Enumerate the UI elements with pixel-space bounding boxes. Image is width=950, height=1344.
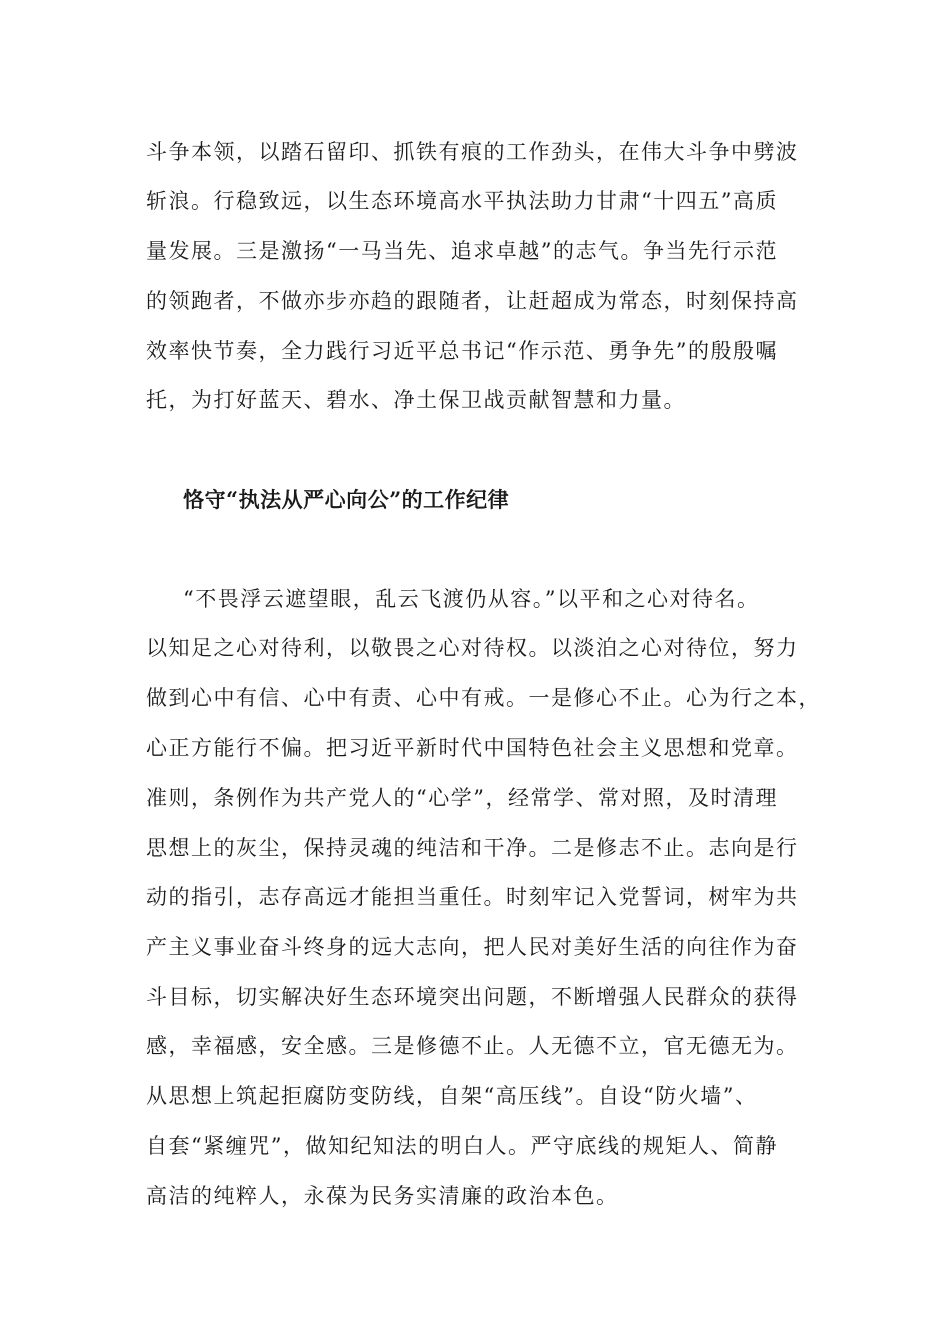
paragraph-line: 的领跑者，不做亦步亦趋的跟随者，让赶超成为常态，时刻保持高 — [146, 289, 799, 313]
paragraph-line: 做到心中有信、心中有责、心中有戒。一是修心不止。心为行之本， — [146, 686, 821, 710]
paragraph-line: 斩浪。行稳致远，以生态环境高水平执法助力甘肃“十四五”高质 — [146, 189, 778, 213]
paragraph-line: 思想上的灰尘，保持灵魂的纯洁和干净。二是修志不止。志向是行 — [146, 836, 799, 860]
paragraph-line: 斗争本领，以踏石留印、抓铁有痕的工作劲头，在伟大斗争中劈波 — [146, 140, 799, 164]
paragraph-line: 高洁的纯粹人，永葆为民务实清廉的政治本色。 — [146, 1184, 619, 1208]
paragraph-line: 心正方能行不偏。把习近平新时代中国特色社会主义思想和党章。 — [146, 736, 799, 760]
paragraph-line: 准则，条例作为共产党人的“心学”，经常学、常对照，及时清理 — [146, 786, 778, 810]
paragraph-line: 效率快节奏，全力践行习近平总书记“作示范、勇争先”的殷殷嘱 — [146, 339, 778, 363]
paragraph-line: 量发展。三是激扬“一马当先、追求卓越”的志气。争当先行示范 — [146, 239, 778, 263]
paragraph-line: 斗目标，切实解决好生态环境突出问题，不断增强人民群众的获得 — [146, 985, 799, 1009]
paragraph-line: 产主义事业奋斗终身的远大志向，把人民对美好生活的向往作为奋 — [146, 935, 799, 959]
paragraph-line: 感，幸福感，安全感。三是修德不止。人无德不立，官无德无为。 — [146, 1034, 799, 1058]
paragraph-line: “不畏浮云遮望眼，乱云飞渡仍从容。”以平和之心对待名。 — [183, 587, 760, 611]
paragraph-line: 动的指引，志存高远才能担当重任。时刻牢记入党誓词，树牢为共 — [146, 885, 799, 909]
paragraph-line: 以知足之心对待利，以敬畏之心对待权。以淡泊之心对待位，努力 — [146, 636, 799, 660]
paragraph-line: 自套“紧缠咒”，做知纪知法的明白人。严守底线的规矩人、简静 — [146, 1134, 778, 1158]
paragraph-line: 从思想上筑起拒腐防变防线，自架“高压线”。自设“防火墙”、 — [146, 1084, 758, 1108]
paragraph-line: 托，为打好蓝天、碧水、净土保卫战贡献智慧和力量。 — [146, 388, 686, 412]
section-heading: 恪守“执法从严心向公”的工作纪律 — [183, 487, 510, 512]
